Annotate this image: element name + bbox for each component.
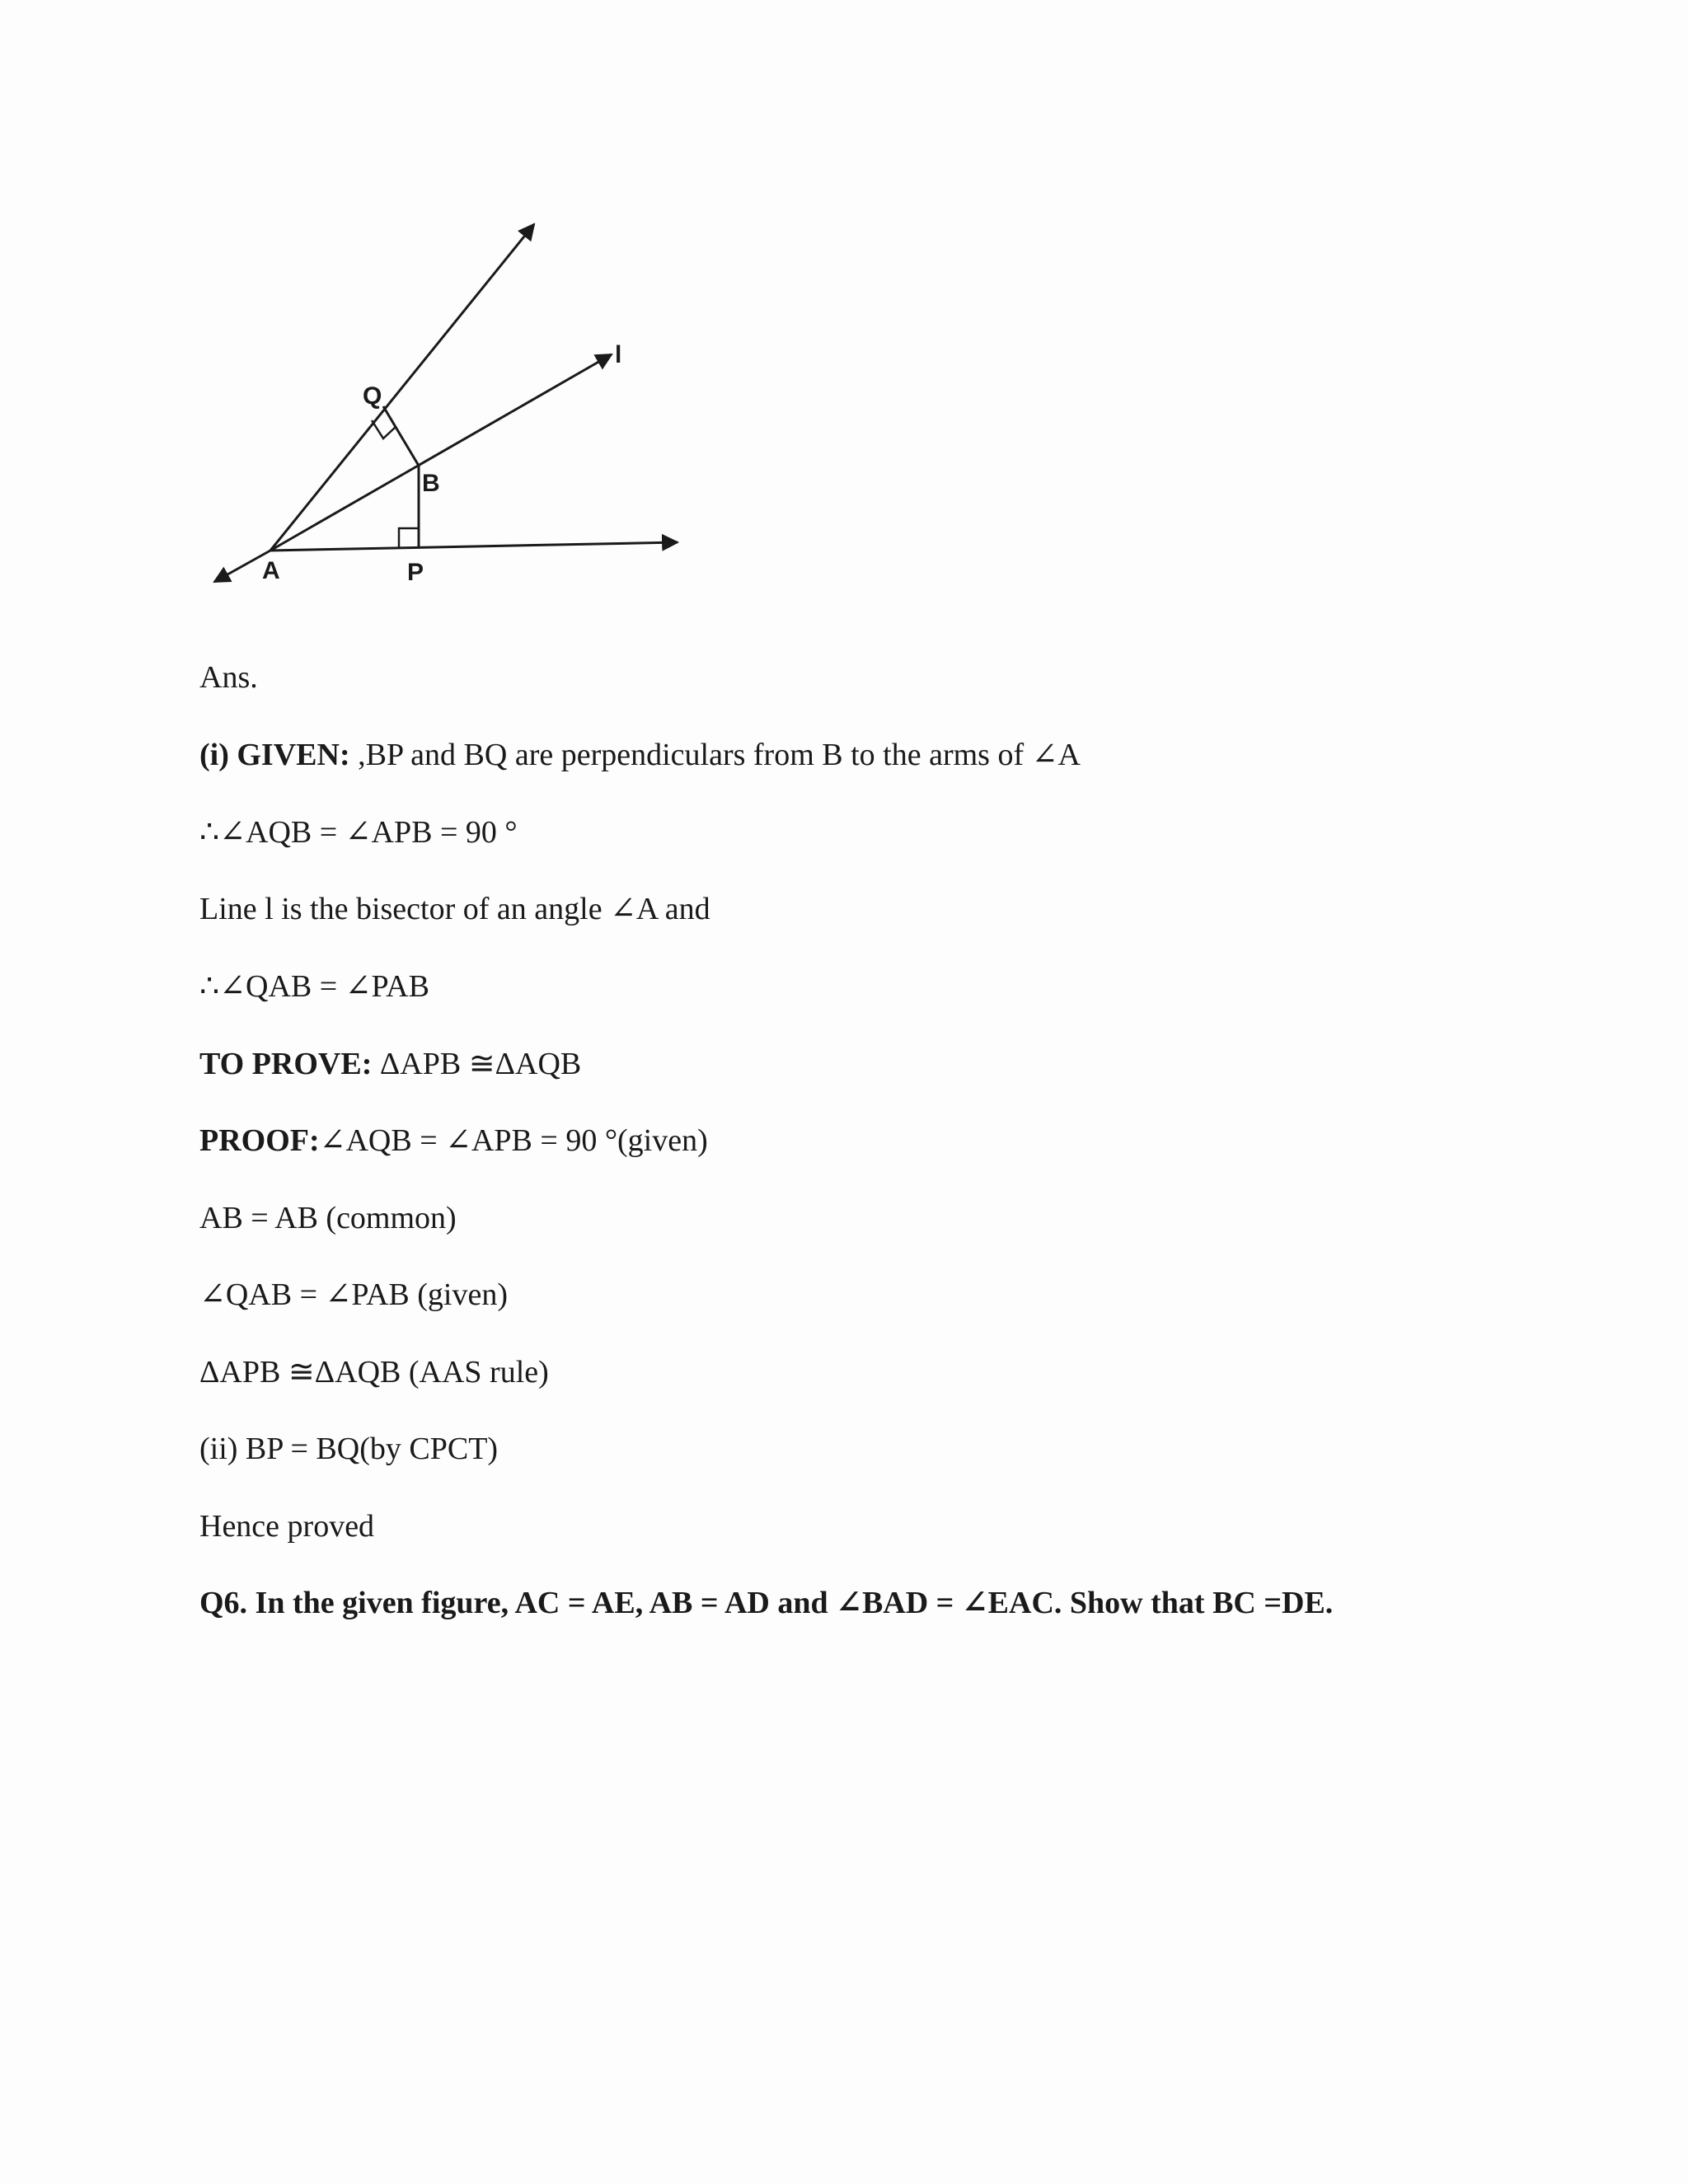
equal-angles-statement: ∴∠QAB = ∠PAB bbox=[199, 969, 429, 1004]
proof-text: ∠AQB = ∠APB = 90 °(given) bbox=[319, 1123, 708, 1158]
bisector-line-l bbox=[270, 354, 612, 551]
given-label: (i) GIVEN: bbox=[199, 738, 350, 772]
to-prove-label: TO PROVE: bbox=[199, 1047, 373, 1081]
given-angles-statement: ∠QAB = ∠PAB (given) bbox=[199, 1277, 509, 1312]
label-l: l bbox=[615, 341, 622, 368]
label-a: A bbox=[262, 557, 280, 584]
cpct-statement: (ii) BP = BQ(by CPCT) bbox=[199, 1432, 499, 1466]
hence-proved: Hence proved bbox=[199, 1509, 375, 1544]
angle-bisector-figure bbox=[198, 210, 692, 598]
label-b: B bbox=[422, 470, 440, 497]
segment-bq bbox=[383, 406, 419, 466]
label-q: Q bbox=[363, 382, 382, 410]
label-p: P bbox=[407, 559, 424, 586]
upper-arm-ray bbox=[270, 224, 534, 551]
right-angles-statement: ∴∠AQB = ∠APB = 90 ° bbox=[199, 815, 518, 850]
question-q6: Q6. In the given figure, AC = AE, AB = AD and ∠BAD = ∠EAC. Show that BC =DE. bbox=[199, 1586, 1334, 1620]
bisector-statement: Line l is the bisector of an angle ∠A and bbox=[199, 892, 710, 926]
given-line bbox=[199, 737, 1081, 773]
to-prove-text: ΔAPB ≅ΔAQB bbox=[372, 1047, 582, 1081]
common-side-statement: AB = AB (common) bbox=[199, 1201, 457, 1235]
to-prove-line bbox=[199, 1046, 581, 1082]
right-angle-mark-p bbox=[399, 528, 419, 547]
congruence-statement: ΔAPB ≅ΔAQB (AAS rule) bbox=[199, 1355, 549, 1390]
given-text: ,BP and BQ are perpendiculars from B to the arms of ∠A bbox=[349, 738, 1081, 772]
lower-arm-ray bbox=[270, 542, 678, 551]
ans-label: Ans. bbox=[199, 660, 258, 695]
proof-label: PROOF: bbox=[199, 1123, 320, 1158]
proof-line bbox=[199, 1122, 708, 1159]
